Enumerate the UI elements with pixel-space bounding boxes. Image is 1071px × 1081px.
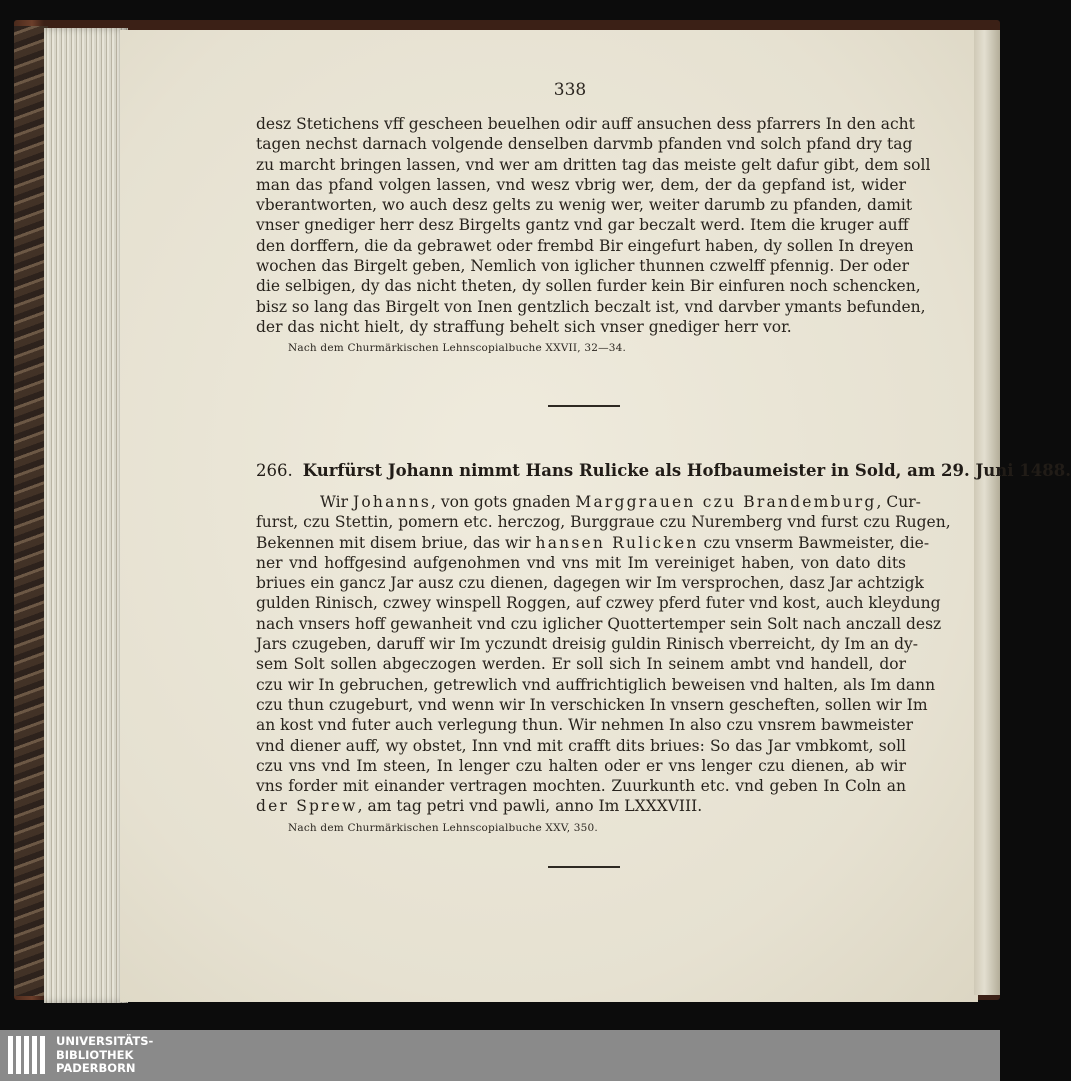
logo-line-3: PADERBORN bbox=[56, 1061, 136, 1075]
text-line: czu vns vnd Im steen, In lenger czu halten oder er vns lenger czu dienen, ab wir bbox=[256, 756, 906, 775]
text-line: den dorffern, die da gebrawet oder frembd Bir eingefurt haben, dy sollen In dreyen bbox=[256, 236, 914, 255]
text-line: vns forder mit einander vertragen mochten. Zuurkunth etc. vnd geben In Coln an bbox=[256, 777, 906, 796]
text-line: Wir Johanns, von gots gnaden Marggrauen czu Brandemburg, Cur- bbox=[320, 493, 921, 511]
document-number: 266. bbox=[256, 461, 293, 480]
spaced-name: Marggrauen czu Brandemburg bbox=[575, 493, 877, 511]
text-block-1 bbox=[256, 115, 931, 338]
text-line: vnd diener auff, wy obstet, Inn vnd mit crafft dits briues: So das Jar vmbkomt, soll bbox=[256, 736, 906, 755]
text-line: Jars czugeben, daruff wir Im yczundt dreisig guldin Rinisch vberreicht, dy Im an dy- bbox=[256, 635, 919, 654]
text-line: tagen nechst darnach volgende denselben darvmb pfanden vnd solch pfand dry tag bbox=[256, 135, 913, 154]
spaced-name: Johanns bbox=[352, 493, 432, 511]
text-line: der Sprew, am tag petri vnd pawli, anno Im LXXXVIII. bbox=[256, 797, 703, 816]
text-line: Bekennen mit disem briue, das wir hansen Rulicken czu vnserm Bawmeister, die- bbox=[256, 533, 930, 552]
spaced-name: der Sprew bbox=[256, 797, 358, 816]
document-heading bbox=[256, 461, 1071, 480]
spaced-name: hansen Rulicken bbox=[535, 533, 699, 552]
text-line: bisz so lang das Birgelt von Inen gentzlich beczalt ist, vnd darvber ymants befunden, bbox=[256, 297, 926, 316]
library-logo-text bbox=[56, 1035, 153, 1076]
source-note-2: Nach dem Churmärkischen Lehnscopialbuche XXV, 350. bbox=[288, 822, 598, 834]
text-line: czu wir In gebruchen, getrewlich vnd auffrichtiglich beweisen vnd halten, als Im dann bbox=[256, 675, 936, 694]
right-page-edge bbox=[974, 30, 1000, 995]
source-note-1: Nach dem Churmärkischen Lehnscopialbuche XXVII, 32—34. bbox=[288, 342, 627, 354]
text-line: furst, czu Stettin, pomern etc. herczog, Burggraue czu Nuremberg vnd furst czu Rugen, bbox=[256, 513, 951, 532]
text-line: vberantworten, wo auch desz gelts zu wenig wer, weiter darumb zu pfanden, damit bbox=[256, 196, 913, 215]
section-divider-2 bbox=[548, 866, 620, 868]
footer-bar bbox=[0, 1030, 1000, 1081]
text-line: czu thun czugeburt, vnd wenn wir In verschicken In vnsern gescheften, sollen wir Im bbox=[256, 695, 928, 714]
page-number: 338 bbox=[553, 80, 587, 100]
text-line: zu marcht bringen lassen, vnd wer am dritten tag das meiste gelt dafur gibt, dem soll bbox=[256, 155, 931, 174]
text-line: ner vnd hoffgesind aufgenohmen vnd vns mit Im vereiniget haben, von dato dits bbox=[256, 553, 906, 572]
document-title: Kurfürst Johann nimmt Hans Rulicke als Hofbaumeister in Sold, am 29. Juni 1488. bbox=[302, 461, 1071, 480]
text-line: nach vnsers hoff gewanheit vnd czu iglicher Quottertemper sein Solt nach anczall desz bbox=[256, 614, 942, 633]
text-line: briues ein gancz Jar ausz czu dienen, dagegen wir Im versprochen, dasz Jar achtzigk bbox=[256, 574, 924, 593]
text-line: die selbigen, dy das nicht theten, dy sollen furder kein Bir einfuren noch schencken, bbox=[256, 277, 921, 296]
text-line: wochen das Birgelt geben, Nemlich von iglicher thunnen czwelff pfennig. Der oder bbox=[256, 257, 910, 276]
text-line: man das pfand volgen lassen, vnd wesz vbrig wer, dem, der da gepfand ist, wider bbox=[256, 175, 906, 194]
library-logo-icon bbox=[8, 1036, 46, 1074]
text-line: vnser gnediger herr desz Birgelts gantz vnd gar beczalt werd. Item die kruger auff bbox=[256, 216, 909, 235]
text-line: desz Stetichens vff gescheen beuelhen odir auff ansuchen dess pfarrers In den acht bbox=[256, 115, 915, 133]
text-line: gulden Rinisch, czwey winspell Roggen, auf czwey pferd futer vnd kost, auch kleydung bbox=[256, 594, 941, 613]
text-line: an kost vnd futer auch verlegung thun. Wir nehmen In also czu vnsrem bawmeister bbox=[256, 716, 914, 735]
logo-line-2: BIBLIOTHEK bbox=[56, 1047, 134, 1062]
text-line: der das nicht hielt, dy straffung behelt sich vnser gnediger herr vor. bbox=[256, 317, 792, 336]
section-divider-1 bbox=[548, 405, 620, 407]
text-line: sem Solt sollen abgeczogen werden. Er soll sich In seinem ambt vnd handell, dor bbox=[256, 655, 906, 674]
text-block-2 bbox=[256, 493, 951, 818]
page-edges bbox=[44, 28, 128, 1003]
marbled-edge bbox=[14, 26, 48, 996]
logo-line-1: UNIVERSITÄTS- bbox=[56, 1034, 154, 1048]
